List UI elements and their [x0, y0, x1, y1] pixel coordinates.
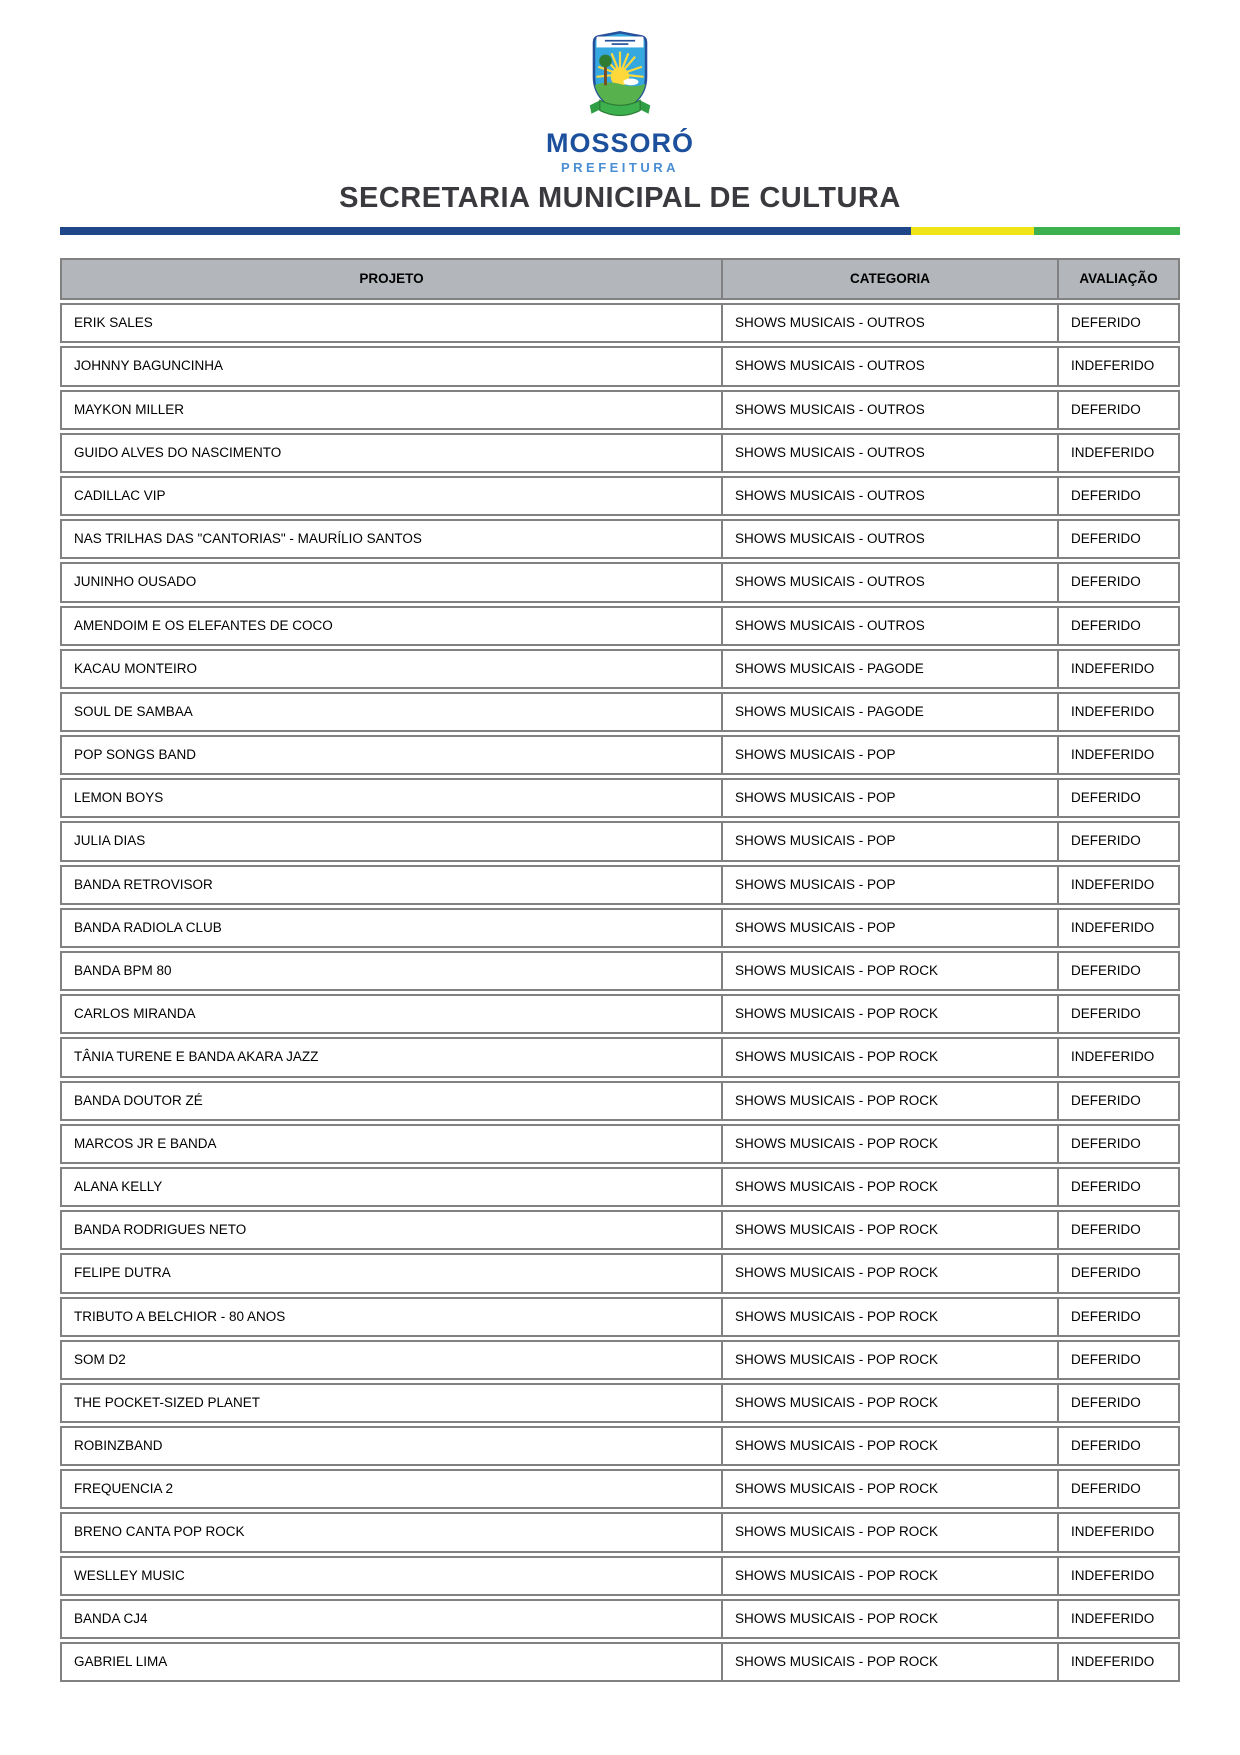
avaliacao-cell: INDEFERIDO: [1059, 1642, 1180, 1682]
projeto-cell: POP SONGS BAND: [60, 735, 723, 775]
avaliacao-cell: DEFERIDO: [1059, 951, 1180, 991]
table-row: [60, 1426, 1180, 1466]
column-header-projeto: PROJETO: [60, 258, 723, 300]
table-row: [60, 303, 1180, 343]
table-row: [60, 865, 1180, 905]
projeto-cell: AMENDOIM E OS ELEFANTES DE COCO: [60, 606, 723, 646]
table-row: [60, 735, 1180, 775]
table-row: [60, 1512, 1180, 1552]
table-row: [60, 692, 1180, 732]
projeto-cell: BANDA RODRIGUES NETO: [60, 1210, 723, 1250]
categoria-cell: SHOWS MUSICAIS - PAGODE: [723, 692, 1059, 732]
table-row: [60, 390, 1180, 430]
projeto-cell: KACAU MONTEIRO: [60, 649, 723, 689]
categoria-cell: SHOWS MUSICAIS - POP ROCK: [723, 1556, 1059, 1596]
avaliacao-cell: DEFERIDO: [1059, 1210, 1180, 1250]
avaliacao-cell: INDEFERIDO: [1059, 1556, 1180, 1596]
categoria-cell: SHOWS MUSICAIS - OUTROS: [723, 346, 1059, 386]
avaliacao-cell: INDEFERIDO: [1059, 1037, 1180, 1077]
categoria-cell: SHOWS MUSICAIS - OUTROS: [723, 606, 1059, 646]
table-row: [60, 951, 1180, 991]
avaliacao-cell: DEFERIDO: [1059, 562, 1180, 602]
page-title: SECRETARIA MUNICIPAL DE CULTURA: [339, 182, 901, 214]
categoria-cell: SHOWS MUSICAIS - POP ROCK: [723, 1469, 1059, 1509]
categoria-cell: SHOWS MUSICAIS - OUTROS: [723, 390, 1059, 430]
categoria-cell: SHOWS MUSICAIS - POP ROCK: [723, 1340, 1059, 1380]
projeto-cell: BRENO CANTA POP ROCK: [60, 1512, 723, 1552]
table-row: [60, 1469, 1180, 1509]
avaliacao-cell: DEFERIDO: [1059, 1253, 1180, 1293]
city-name: MOSSORÓ: [545, 128, 694, 158]
projeto-cell: WESLLEY MUSIC: [60, 1556, 723, 1596]
projeto-cell: TÂNIA TURENE E BANDA AKARA JAZZ: [60, 1037, 723, 1077]
avaliacao-cell: DEFERIDO: [1059, 778, 1180, 818]
categoria-cell: SHOWS MUSICAIS - POP ROCK: [723, 1426, 1059, 1466]
avaliacao-cell: DEFERIDO: [1059, 821, 1180, 861]
projeto-cell: NAS TRILHAS DAS "CANTORIAS" - MAURÍLIO SANTOS: [60, 519, 723, 559]
avaliacao-cell: INDEFERIDO: [1059, 1599, 1180, 1639]
table-row: [60, 1124, 1180, 1164]
categoria-cell: SHOWS MUSICAIS - POP ROCK: [723, 1599, 1059, 1639]
avaliacao-cell: INDEFERIDO: [1059, 346, 1180, 386]
categoria-cell: SHOWS MUSICAIS - POP: [723, 865, 1059, 905]
table-row: [60, 1167, 1180, 1207]
table-row: [60, 1599, 1180, 1639]
categoria-cell: SHOWS MUSICAIS - OUTROS: [723, 562, 1059, 602]
rule-yellow-segment: [911, 227, 1034, 235]
projeto-cell: BANDA RADIOLA CLUB: [60, 908, 723, 948]
avaliacao-cell: DEFERIDO: [1059, 606, 1180, 646]
categoria-cell: SHOWS MUSICAIS - OUTROS: [723, 476, 1059, 516]
avaliacao-cell: INDEFERIDO: [1059, 433, 1180, 473]
projeto-cell: ALANA KELLY: [60, 1167, 723, 1207]
avaliacao-cell: INDEFERIDO: [1059, 649, 1180, 689]
categoria-cell: SHOWS MUSICAIS - POP ROCK: [723, 1210, 1059, 1250]
projeto-cell: THE POCKET-SIZED PLANET: [60, 1383, 723, 1423]
letterhead: [0, 28, 1240, 215]
table-row: [60, 994, 1180, 1034]
projeto-cell: FREQUENCIA 2: [60, 1469, 723, 1509]
rule-green-segment: [1034, 227, 1180, 235]
projeto-cell: SOM D2: [60, 1340, 723, 1380]
projeto-cell: FELIPE DUTRA: [60, 1253, 723, 1293]
projeto-cell: GUIDO ALVES DO NASCIMENTO: [60, 433, 723, 473]
projeto-cell: BANDA BPM 80: [60, 951, 723, 991]
table-row: [60, 821, 1180, 861]
categoria-cell: SHOWS MUSICAIS - POP ROCK: [723, 1642, 1059, 1682]
table-row: [60, 908, 1180, 948]
table-header-row: [60, 258, 1180, 300]
avaliacao-cell: DEFERIDO: [1059, 1081, 1180, 1121]
projeto-cell: LEMON BOYS: [60, 778, 723, 818]
mossoro-crest-icon: [578, 28, 662, 124]
projeto-cell: CADILLAC VIP: [60, 476, 723, 516]
avaliacao-cell: INDEFERIDO: [1059, 735, 1180, 775]
categoria-cell: SHOWS MUSICAIS - OUTROS: [723, 303, 1059, 343]
categoria-cell: SHOWS MUSICAIS - POP ROCK: [723, 951, 1059, 991]
table-row: [60, 1253, 1180, 1293]
table-row: [60, 476, 1180, 516]
projeto-cell: GABRIEL LIMA: [60, 1642, 723, 1682]
tricolor-rule: [60, 227, 1180, 235]
column-header-categoria: CATEGORIA: [723, 258, 1059, 300]
categoria-cell: SHOWS MUSICAIS - POP: [723, 908, 1059, 948]
table-row: [60, 1297, 1180, 1337]
avaliacao-cell: DEFERIDO: [1059, 519, 1180, 559]
table-row: [60, 1081, 1180, 1121]
table-row: [60, 1383, 1180, 1423]
projeto-cell: BANDA RETROVISOR: [60, 865, 723, 905]
projeto-cell: SOUL DE SAMBAA: [60, 692, 723, 732]
avaliacao-cell: DEFERIDO: [1059, 994, 1180, 1034]
categoria-cell: SHOWS MUSICAIS - OUTROS: [723, 433, 1059, 473]
avaliacao-cell: INDEFERIDO: [1059, 908, 1180, 948]
categoria-cell: SHOWS MUSICAIS - POP ROCK: [723, 1383, 1059, 1423]
table-row: [60, 562, 1180, 602]
avaliacao-cell: INDEFERIDO: [1059, 865, 1180, 905]
results-table-wrap: [60, 255, 1180, 1685]
results-table: [60, 255, 1180, 1685]
categoria-cell: SHOWS MUSICAIS - PAGODE: [723, 649, 1059, 689]
projeto-cell: JOHNNY BAGUNCINHA: [60, 346, 723, 386]
projeto-cell: ROBINZBAND: [60, 1426, 723, 1466]
table-row: [60, 1037, 1180, 1077]
projeto-cell: MARCOS JR E BANDA: [60, 1124, 723, 1164]
table-body: [60, 303, 1180, 1682]
projeto-cell: JUNINHO OUSADO: [60, 562, 723, 602]
projeto-cell: TRIBUTO A BELCHIOR - 80 ANOS: [60, 1297, 723, 1337]
avaliacao-cell: INDEFERIDO: [1059, 1512, 1180, 1552]
categoria-cell: SHOWS MUSICAIS - POP ROCK: [723, 1297, 1059, 1337]
column-header-avaliacao: AVALIAÇÃO: [1059, 258, 1180, 300]
projeto-cell: CARLOS MIRANDA: [60, 994, 723, 1034]
table-row: [60, 1556, 1180, 1596]
avaliacao-cell: DEFERIDO: [1059, 476, 1180, 516]
rule-blue-segment: [60, 227, 911, 235]
avaliacao-cell: DEFERIDO: [1059, 1469, 1180, 1509]
categoria-cell: SHOWS MUSICAIS - POP: [723, 735, 1059, 775]
categoria-cell: SHOWS MUSICAIS - OUTROS: [723, 519, 1059, 559]
projeto-cell: MAYKON MILLER: [60, 390, 723, 430]
prefeitura-label: PREFEITURA: [560, 160, 680, 175]
avaliacao-cell: DEFERIDO: [1059, 1124, 1180, 1164]
table-row: [60, 346, 1180, 386]
avaliacao-cell: DEFERIDO: [1059, 303, 1180, 343]
projeto-cell: ERIK SALES: [60, 303, 723, 343]
categoria-cell: SHOWS MUSICAIS - POP ROCK: [723, 1124, 1059, 1164]
avaliacao-cell: DEFERIDO: [1059, 1383, 1180, 1423]
projeto-cell: JULIA DIAS: [60, 821, 723, 861]
table-row: [60, 1340, 1180, 1380]
categoria-cell: SHOWS MUSICAIS - POP ROCK: [723, 1037, 1059, 1077]
avaliacao-cell: DEFERIDO: [1059, 1297, 1180, 1337]
avaliacao-cell: DEFERIDO: [1059, 1167, 1180, 1207]
table-row: [60, 649, 1180, 689]
avaliacao-cell: INDEFERIDO: [1059, 692, 1180, 732]
avaliacao-cell: DEFERIDO: [1059, 390, 1180, 430]
table-row: [60, 519, 1180, 559]
table-row: [60, 1210, 1180, 1250]
categoria-cell: SHOWS MUSICAIS - POP ROCK: [723, 1167, 1059, 1207]
categoria-cell: SHOWS MUSICAIS - POP ROCK: [723, 994, 1059, 1034]
categoria-cell: SHOWS MUSICAIS - POP ROCK: [723, 1081, 1059, 1121]
avaliacao-cell: DEFERIDO: [1059, 1426, 1180, 1466]
projeto-cell: BANDA DOUTOR ZÉ: [60, 1081, 723, 1121]
categoria-cell: SHOWS MUSICAIS - POP: [723, 778, 1059, 818]
table-row: [60, 1642, 1180, 1682]
table-row: [60, 433, 1180, 473]
avaliacao-cell: DEFERIDO: [1059, 1340, 1180, 1380]
categoria-cell: SHOWS MUSICAIS - POP ROCK: [723, 1512, 1059, 1552]
table-row: [60, 606, 1180, 646]
projeto-cell: BANDA CJ4: [60, 1599, 723, 1639]
categoria-cell: SHOWS MUSICAIS - POP: [723, 821, 1059, 861]
table-row: [60, 778, 1180, 818]
categoria-cell: SHOWS MUSICAIS - POP ROCK: [723, 1253, 1059, 1293]
